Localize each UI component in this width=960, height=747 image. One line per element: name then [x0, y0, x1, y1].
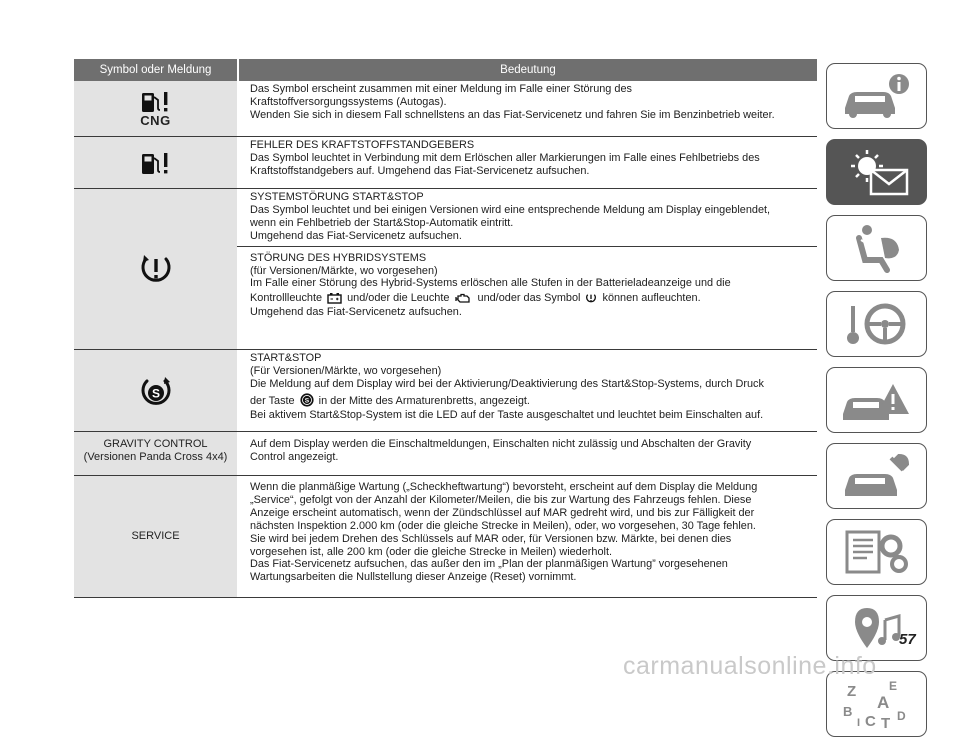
text-line: Das Symbol leuchtet in Verbindung mit dem Erlöschen aller Markierungen im Falle eines Fehlbetriebs des — [250, 151, 760, 164]
text-fragment: und/oder die Leuchte — [347, 292, 450, 305]
meaning-cell — [237, 137, 817, 188]
tab-safety[interactable] — [826, 215, 927, 281]
svg-text:S: S — [304, 397, 309, 405]
text-line: (Für Versionen/Märkte, wo vorgesehen) — [250, 364, 442, 377]
text-line: Bei aktivem Start&Stop-System ist die LED auf der Taste ausgeschaltet und leuchtet beim Einschalten auf. — [250, 408, 764, 421]
table-row — [74, 476, 817, 598]
text-line: START&STOP — [250, 352, 322, 364]
start-stop-button-icon — [300, 393, 314, 407]
svg-text:S: S — [151, 386, 160, 400]
index-letter: T — [880, 715, 890, 732]
text-line: FEHLER DES KRAFTSTOFFSTANDGEBERS — [250, 139, 475, 151]
text-line: Kraftstoffstandgebers auf. Umgehend das Fiat-Servicenetz aufsuchen. — [250, 164, 590, 177]
gravity-control-label: GRAVITY CONTROL — [103, 438, 208, 450]
symbol-cell — [74, 476, 237, 597]
text-line: Auf dem Display werden die Einschaltmeldungen, Einschalten nicht zulässig und Abschalten der Gravity — [250, 438, 752, 450]
start-stop-fault-icon — [585, 292, 597, 304]
symbol-cell — [74, 81, 237, 136]
text-line: Das Fiat-Servicenetz aufsuchen, das außer den im „Plan der planmäßigen Wartung” vorgesehenen — [250, 558, 728, 571]
index-letters-icon — [837, 676, 917, 732]
seat-airbag-icon — [837, 220, 917, 276]
table-header — [74, 59, 817, 81]
table-row — [74, 432, 817, 476]
cng-label: CNG — [140, 113, 171, 128]
technical-data-icon — [837, 524, 917, 580]
index-letter: Z — [846, 683, 856, 700]
start-stop-icon — [139, 374, 173, 408]
text-line: (für Versionen/Märkte, wo vorgesehen) — [250, 264, 438, 277]
tab-car-info[interactable] — [826, 63, 927, 129]
fuel-pump-warning-icon — [138, 90, 174, 114]
key-steering-wheel-icon — [837, 296, 917, 352]
tab-starting-driving[interactable] — [826, 291, 927, 357]
text-line: nächsten Inspektion 2.000 km (oder die gleiche Strecke in Meilen), oder, wo vorgesehen, 30 Tage fehlen. — [250, 519, 756, 532]
car-service-icon — [837, 448, 917, 504]
fuel-pump-warning-icon — [138, 150, 174, 176]
text-fragment: und/oder das Symbol — [477, 292, 581, 305]
sub-section-hybrid — [237, 246, 817, 323]
text-line: Wenn die planmäßige Wartung („Scheckheftwartung“) bevorsteht, erscheint auf dem Display die Meldung — [250, 481, 758, 493]
car-info-icon — [837, 68, 917, 124]
text-fragment: Kontrollleuchte — [250, 292, 323, 305]
watermark: carmanualsonline.info — [623, 652, 877, 680]
table-row — [74, 350, 817, 432]
text-line: Wartungsarbeiten die Nullstellung dieser Anzeige (Reset) vornimmt. — [250, 571, 577, 584]
meaning-cell — [237, 432, 817, 475]
tab-emergency[interactable] — [826, 367, 927, 433]
tab-technical-data[interactable] — [826, 519, 927, 585]
text-line: vorgesehen ist, alle 200 km (oder die gleiche Strecke in Meilen) wiederholt. — [250, 545, 612, 558]
symbol-cell — [74, 350, 237, 431]
symbol-cell — [74, 189, 237, 349]
text-line: Umgehend das Fiat-Servicenetz aufsuchen. — [250, 306, 462, 319]
page-number: 57 — [899, 631, 916, 648]
index-letter: I — [856, 717, 860, 729]
meaning-cell — [237, 476, 817, 597]
meaning-cell — [237, 81, 817, 136]
info-table — [74, 59, 817, 598]
index-letter: C — [864, 713, 876, 730]
emergency-car-icon — [837, 372, 917, 428]
table-row — [74, 189, 817, 350]
tab-warning-lights[interactable] — [826, 139, 927, 205]
service-label: SERVICE — [131, 530, 180, 542]
header-symbol: Symbol oder Meldung — [74, 59, 237, 81]
text-line: Anzeige erscheint automatisch, wenn der Zündschlüssel auf MAR gedreht wird, und bis zur Fälligkeit der — [250, 506, 755, 519]
text-line: „Service“, gefolgt von der Anzahl der Kilometer/Meilen, die bis zur Wartung des Fahrzeugs fehlen. Diese — [250, 493, 752, 506]
index-letter: D — [896, 709, 906, 723]
header-meaning: Bedeutung — [239, 59, 817, 81]
text-line — [250, 393, 813, 408]
text-line — [250, 292, 813, 305]
text-line: Control angezeigt. — [250, 450, 339, 463]
meaning-cell — [237, 189, 817, 349]
table-row — [74, 81, 817, 137]
sub-section-start-stop — [250, 191, 813, 246]
text-line: Wenden Sie sich in diesem Fall schnellstens an das Fiat-Servicenetz und fahren Sie im Benzinbetrieb weiter. — [250, 108, 775, 121]
table-row — [74, 137, 817, 189]
engine-warning-icon — [454, 292, 472, 304]
tab-maintenance[interactable] — [826, 443, 927, 509]
symbol-cell — [74, 137, 237, 188]
meaning-cell — [237, 350, 817, 431]
text-line: SYSTEMSTÖRUNG START&STOP — [250, 191, 424, 203]
index-letter: B — [842, 704, 852, 719]
text-line: Umgehend das Fiat-Servicenetz aufsuchen. — [250, 229, 462, 242]
warning-light-message-icon — [837, 144, 917, 200]
text-line: Das Symbol leuchtet und bei einigen Versionen wird eine entsprechende Meldung am Display eingeblendet, — [250, 203, 771, 216]
text-line: Die Meldung auf dem Display wird bei der Aktivierung/Deaktivierung des Start&Stop-Systems, durch Druck — [250, 377, 764, 390]
text-fragment: der Taste — [250, 394, 295, 407]
symbol-cell — [74, 432, 237, 475]
text-line: Im Falle einer Störung des Hybrid-Systems erlöschen alle Stufen in der Batterieladeanzeige und die — [250, 277, 731, 290]
text-line: Sie wird bei jedem Drehen des Schlüssels auf MAR oder, für Versionen bzw. Märkte, bei denen dies — [250, 532, 732, 545]
text-line: wenn ein Fehlbetrieb der Start&Stop-Automatik eintritt. — [250, 216, 514, 229]
text-line: Kraftstoffversorgungssystems (Autogas). — [250, 95, 447, 108]
start-stop-fault-icon — [138, 251, 174, 287]
text-line: Das Symbol erscheint zusammen mit einer Meldung im Falle einer Störung des — [250, 83, 632, 95]
index-letter: E — [888, 679, 897, 693]
gravity-control-versions: (Versionen Panda Cross 4x4) — [83, 451, 228, 463]
index-letter: A — [876, 693, 889, 712]
battery-warning-icon — [327, 292, 342, 304]
text-fragment: können aufleuchten. — [602, 292, 701, 305]
text-line: STÖRUNG DES HYBRIDSYSTEMS — [250, 251, 427, 264]
text-fragment: in der Mitte des Armaturenbretts, angezeigt. — [318, 394, 530, 407]
